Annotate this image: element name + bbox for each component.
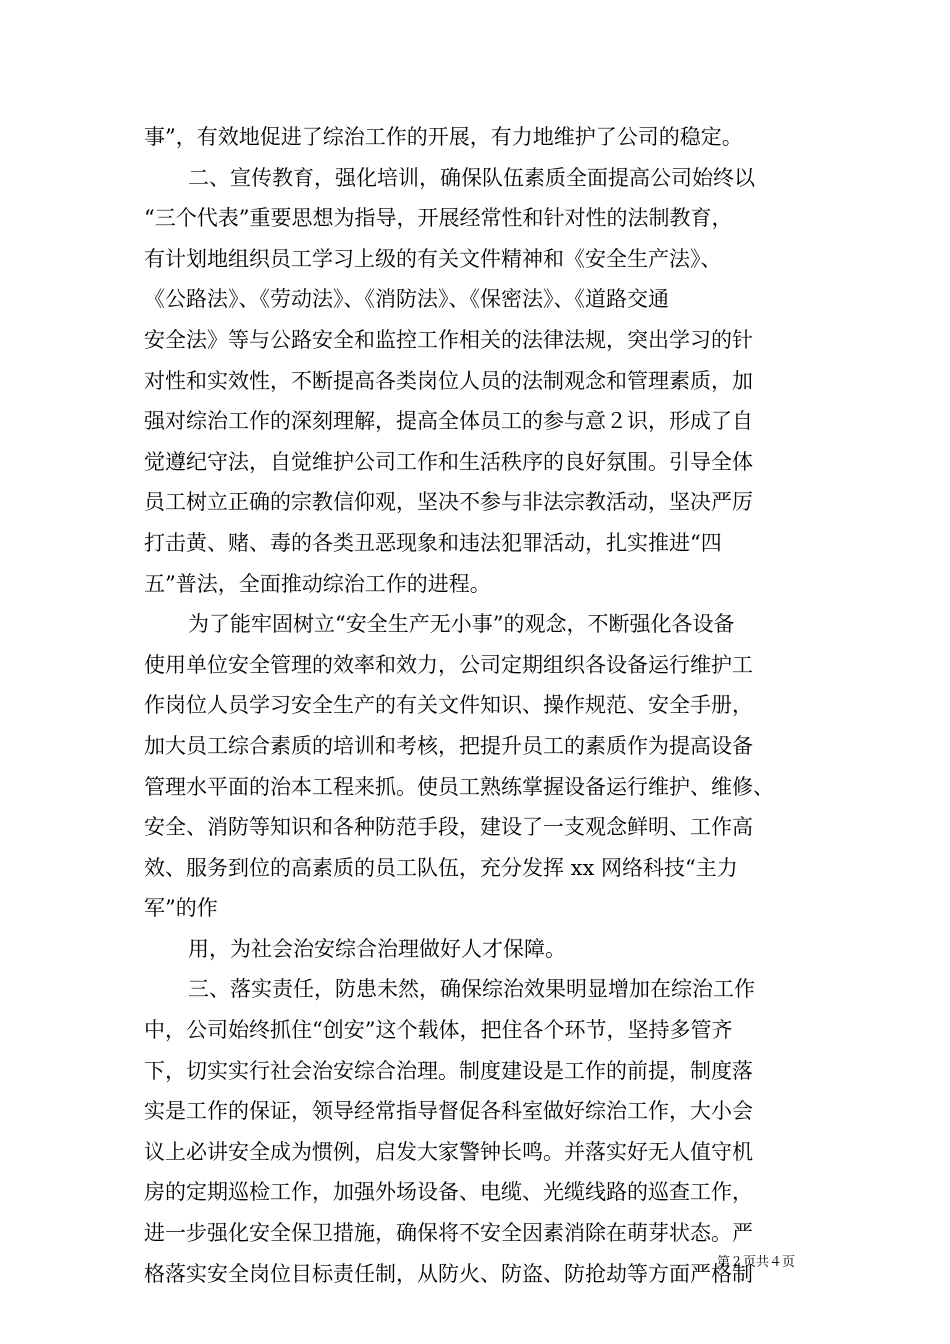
text-line: 议上必讲安全成为惯例，启发大家警钟长鸣。并落实好无人值守机 — [144, 1139, 753, 1164]
text-line: 用，为社会治安综合治理做好人才保障。 — [188, 936, 566, 961]
text-line: 加大员工综合素质的培训和考核，把提升员工的素质作为提高设备 — [144, 733, 753, 758]
text-line: 事”，有效地促进了综治工作的开展，有力地维护了公司的稳定。 — [144, 125, 743, 149]
document-body — [144, 117, 824, 1294]
text-line: 格落实安全岗位目标责任制，从防火、防盗、防抢劫等方面严格制 — [144, 1261, 753, 1286]
text-line: 实是工作的保证，领导经常指导督促各科室做好综治工作，大小会 — [144, 1099, 753, 1124]
text-line: 进一步强化安全保卫措施，确保将不安全因素消除在萌芽状态。严 — [144, 1221, 753, 1246]
text-line: 觉遵纪守法，自觉维护公司工作和生活秩序的良好氛围。引导全体 — [144, 449, 753, 474]
text-line: 为了能牢固树立“安全生产无小事”的观念，不断强化各设备 — [188, 612, 735, 637]
text-line: 员工树立正确的宗教信仰观，坚决不参与非法宗教活动，坚决严厉 — [144, 490, 753, 515]
text-line: 《公路法》、《劳动法》、《消防法》、《保密法》、《道路交通 — [144, 287, 669, 312]
text-line: 对性和实效性，不断提高各类岗位人员的法制观念和管理素质，加 — [144, 368, 753, 393]
text-line: 五”普法，全面推动综治工作的进程。 — [144, 571, 491, 596]
text-line: 中，公司始终抓住“创安”这个载体，把住各个环节，坚持多管齐 — [144, 1018, 733, 1043]
text-line: 使用单位安全管理的效率和效力，公司定期组织各设备运行维护工 — [144, 652, 753, 677]
text-line: 二、宣传教育，强化培训，确保队伍素质全面提高公司始终以 — [188, 165, 755, 190]
text-line: 安全法》等与公路安全和监控工作相关的法律法规，突出学习的针 — [144, 327, 753, 352]
text-line: 军”的作 — [144, 896, 218, 921]
text-line: 强对综治工作的深刻理解，提高全体员工的参与意２识，形成了自 — [144, 409, 753, 434]
text-line: 效、服务到位的高素质的员工队伍，充分发挥 xx 网络科技“主力 — [144, 855, 738, 880]
page-number-footer: 第２页共４页 — [717, 1255, 796, 1270]
text-line: 安全、消防等知识和各种防范手段，建设了一支观念鲜明、工作高 — [144, 815, 753, 840]
text-line: 作岗位人员学习安全生产的有关文件知识、操作规范、安全手册， — [144, 693, 753, 718]
text-line: 管理水平面的治本工程来抓。使员工熟练掌握设备运行维护、维修、 — [144, 774, 774, 799]
text-line: 下，切实实行社会治安综合治理。制度建设是工作的前提，制度落 — [144, 1058, 753, 1083]
text-line: 房的定期巡检工作，加强外场设备、电缆、光缆线路的巡查工作， — [144, 1180, 753, 1205]
text-line: 三、落实责任，防患未然，确保综治效果明显增加在综治工作 — [188, 977, 755, 1002]
text-line: 打击黄、赌、毒的各类丑恶现象和违法犯罪活动，扎实推进“四 — [144, 530, 722, 555]
text-line: “三个代表”重要思想为指导，开展经常性和针对性的法制教育， — [144, 206, 733, 231]
text-line: 有计划地组织员工学习上级的有关文件精神和《安全生产法》、 — [144, 246, 722, 271]
